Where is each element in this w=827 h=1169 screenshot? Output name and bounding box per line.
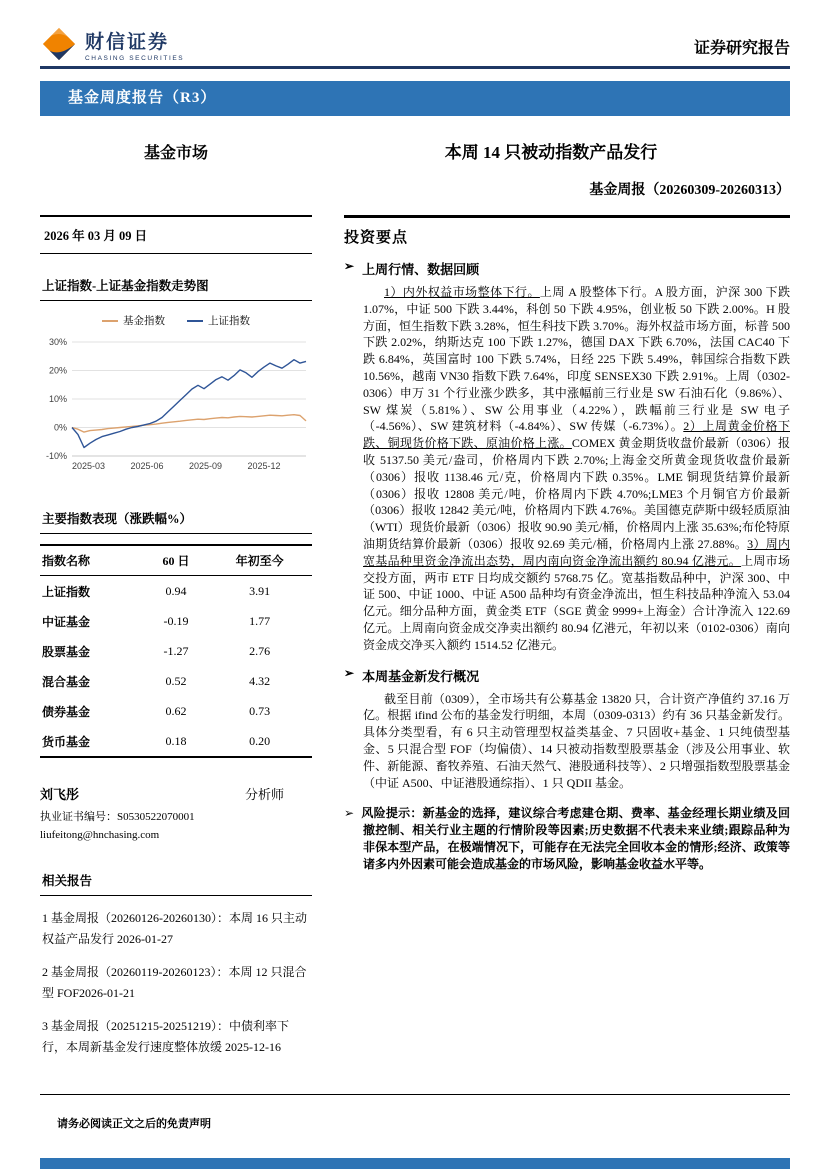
analyst-email-link[interactable]: liufeitong@hnchasing.com bbox=[40, 829, 160, 841]
col-header-ytd: 年初至今 bbox=[207, 545, 312, 576]
bullet-arrow-icon: ➢ bbox=[344, 259, 355, 273]
trend-chart bbox=[40, 332, 312, 487]
legend-label-shanghai-index: 上证指数 bbox=[208, 315, 250, 327]
table-section-title: 主要指数表现（涨跌幅%） bbox=[40, 505, 312, 534]
svg-text:10%: 10% bbox=[48, 394, 67, 404]
index-performance-table bbox=[40, 544, 312, 758]
investment-points-title: 投资要点 bbox=[344, 215, 790, 247]
svg-text:2025-12: 2025-12 bbox=[247, 461, 281, 471]
index-name: 上证指数 bbox=[42, 584, 91, 599]
index-name: 货币基金 bbox=[40, 726, 145, 757]
company-logo bbox=[40, 26, 184, 62]
index-ytd: 4.32 bbox=[249, 673, 271, 688]
table-row bbox=[40, 606, 312, 636]
index-name: 中证基金 bbox=[42, 614, 91, 629]
index-name: 混合基金 bbox=[42, 674, 91, 689]
table-row bbox=[40, 636, 312, 666]
section-heading-market-review bbox=[344, 259, 790, 278]
svg-text:30%: 30% bbox=[48, 337, 67, 347]
new-funds-paragraph: 截至目前（0309），全市场共有公募基金 13820 只，合计资产净值约 37.16 万亿。根据 ifind 公布的基金发行明细，本周（0309-0313）约有 36 只基金新发行。具体分类型看，有 6 只主动管理型权益类基金、7 只固收+基金、1 只纯债型基金、5 只混合型 FOF（均偏债）、14 只被动指数型股票基金（涉及公用事业、软件、新能源、畜牧养殖、石油天然气、港股通科技等）、2 只增强指数型股票基金（中证 A500、中证港股通综指）、1 只 QDII 基金。 bbox=[363, 691, 790, 790]
section-heading-text: 本周基金新发行概况 bbox=[362, 668, 480, 684]
col-header-60d: 60 日 bbox=[145, 545, 207, 576]
chart-legend bbox=[40, 313, 312, 328]
table-row bbox=[40, 576, 312, 607]
related-report-item: 1 基金周报（20260126-20260130）：本周 16 只主动权益产品发行 2026-01-27 bbox=[42, 911, 307, 946]
main-content bbox=[344, 215, 790, 1058]
table-row bbox=[40, 666, 312, 696]
sidebar bbox=[40, 215, 312, 1058]
market-review-body-1: 上周 A 股整体下行。A 股方面，沪深 300 下跌 1.07%，中证 500 下跌 3.44%，科创 50 下跌 4.95%，创业板 50 下跌 2.00%。H 股方面，恒生指数下跌 3.28%，恒生科技下跌 3.70%。海外权益市场方面，标普 500 下跌 2.02%，纳斯达克 100 下跌 1.27%，德国 DAX 下跌 6.70%，法国 CAC40 下跌 6.84%，英国富时 100 下跌 5.74%，日经 225 下跌 5.49%，韩国综合指数下跌 10.56%，越南 VN30 指数下跌 7.64%，印度 SENSEX30 下跌 2.91%。上周（0302-0306）申万 31 个行业涨少跌多，其中涨幅前三行业是 SW 石油石化（9.86%）、SW 煤炭（5.81%）、SW 公用事业（4.22%），跌幅前三行业是 SW 电子（-4.56%）、SW 建筑材料（-4.84%）、SW 传媒（-6.73%）。 bbox=[363, 285, 790, 434]
page-header bbox=[40, 0, 790, 62]
table-row bbox=[40, 726, 312, 757]
chart-section-title: 上证指数-上证基金指数走势图 bbox=[40, 272, 312, 301]
report-type-label: 证券研究报告 bbox=[693, 40, 790, 57]
index-60d: -1.27 bbox=[163, 643, 189, 658]
legend-swatch-fund-index bbox=[102, 320, 118, 322]
analyst-block bbox=[40, 784, 312, 841]
index-ytd: 0.73 bbox=[249, 703, 271, 718]
company-name bbox=[85, 27, 184, 62]
bullet-arrow-icon: ➢ bbox=[344, 665, 355, 680]
index-60d: 0.18 bbox=[145, 726, 207, 757]
report-title: 本周 14 只被动指数产品发行 bbox=[444, 143, 658, 162]
company-logo-icon bbox=[40, 26, 78, 62]
market-review-lead-2: 2）上周黄金价格下跌、铜现货价格下跌、原油价格上涨。 bbox=[363, 419, 790, 451]
footer-band bbox=[40, 1158, 790, 1169]
related-report-item: 2 基金周报（20260119-20260123）：本周 12 只混合型 FOF2026-01-21 bbox=[42, 965, 307, 1000]
market-review-paragraph bbox=[344, 284, 790, 654]
index-ytd: 0.20 bbox=[207, 726, 312, 757]
index-60d: 0.62 bbox=[165, 703, 187, 718]
analyst-title: 分析师 bbox=[244, 787, 284, 802]
company-name-cn: 财信证券 bbox=[85, 31, 170, 53]
market-review-lead-3: 3）周内宽基品种里资金净流出态势，周内南向资金净流出额约 80.94 亿港元。 bbox=[363, 536, 790, 568]
section-heading-new-funds bbox=[344, 666, 790, 685]
index-ytd: 2.76 bbox=[249, 643, 271, 658]
svg-text:20%: 20% bbox=[48, 365, 67, 376]
market-review-lead-1: 1）内外权益市场整体下行。 bbox=[384, 285, 540, 299]
index-ytd: 3.91 bbox=[249, 583, 271, 598]
legend-label-fund-index: 基金指数 bbox=[123, 315, 165, 327]
analyst-name: 刘飞彤 bbox=[40, 787, 80, 802]
risk-warning-heading: 风险提示： bbox=[361, 806, 423, 821]
report-date: 2026 年 03 月 09 日 bbox=[40, 215, 312, 254]
trend-chart-svg bbox=[40, 332, 312, 482]
legend-item-shanghai-index bbox=[187, 313, 250, 328]
report-category-banner: 基金周度报告（R3） bbox=[40, 81, 790, 116]
risk-warning-paragraph bbox=[344, 805, 790, 872]
footer-disclaimer: 请务必阅读正文之后的免责声明 bbox=[57, 1118, 211, 1130]
col-header-index-name: 指数名称 bbox=[40, 545, 145, 576]
index-60d: 0.94 bbox=[165, 583, 187, 598]
analyst-certificate: 执业证书编号：S0530522070001 bbox=[40, 811, 195, 823]
legend-swatch-shanghai-index bbox=[187, 320, 203, 322]
bullet-arrow-icon: ➢ bbox=[344, 806, 355, 821]
header-divider bbox=[40, 66, 790, 69]
index-name: 股票基金 bbox=[42, 644, 91, 659]
related-reports bbox=[40, 867, 312, 1058]
section-label: 基金市场 bbox=[143, 145, 208, 162]
legend-item-fund-index bbox=[102, 313, 165, 328]
table-header-row bbox=[40, 545, 312, 576]
market-review-body-3: 上周市场交投方面，两市 ETF 日均成交额约 5768.75 亿。宽基指数品种中，沪深 300、中证 500、中证 1000、中证 A500 品种均有资金净流出，恒生科技品种净流入 53.04 亿元。细分品种方面，黄金类 ETF（SGE 黄金 9999+上海金）合计净流入 122.69 亿元。上周南向资金成交净卖出额约 80.94 亿港元，年初以来（0102-0306）南向资金成交净买入额约 1514.52 亿港元。 bbox=[363, 553, 790, 652]
svg-text:2025-09: 2025-09 bbox=[189, 461, 223, 471]
title-row bbox=[40, 138, 790, 163]
svg-text:-10%: -10% bbox=[45, 451, 67, 461]
related-report-item: 3 基金周报（20251215-20251219）：中债利率下行，本周新基金发行速度整体放缓 2025-12-16 bbox=[42, 1019, 289, 1054]
index-ytd: 1.77 bbox=[249, 613, 271, 628]
section-heading-text: 上周行情、数据回顾 bbox=[362, 262, 480, 277]
market-review-body-2: COMEX 黄金期货收盘价最新（0306）报收 5137.50 美元/盎司，价格周内下跌 2.70%;上海金交所黄金现货收盘价最新（0306）报收 1138.46 元/克，价格周内下跌 0.35%。LME 铜现货结算价最新（0306）报收 12808 美元/吨，价格周内下跌 4.70%;LME3 个月铜官方价最新（0306）报收 12842 美元/吨，价格周内下跌 4.76%。美国德克萨斯中级轻质原油（WTI）现货价最新（0306）报收 90.90 美元/桶，价格周内上涨 35.63%;布伦特原油期货结算价最新（0306）报收 92.69 美元/桶，价格周内上涨 27.88%。 bbox=[363, 436, 790, 551]
index-name: 债券基金 bbox=[42, 704, 91, 719]
svg-text:2025-06: 2025-06 bbox=[130, 461, 164, 471]
index-60d: 0.52 bbox=[165, 673, 187, 688]
footer-divider bbox=[40, 1094, 790, 1095]
svg-text:2025-03: 2025-03 bbox=[72, 461, 106, 471]
company-name-en: CHASING SECURITIES bbox=[85, 54, 185, 62]
svg-text:0%: 0% bbox=[53, 422, 67, 433]
table-row bbox=[40, 696, 312, 726]
related-reports-title: 相关报告 bbox=[40, 867, 312, 896]
risk-warning-body: 新基金的选择，建议综合考虑建仓期、费率、基金经理长期业绩及回撤控制、相关行业主题的行情阶段等因素;历史数据不代表未来业绩;跟踪品种为非保本型产品，在极端情况下，可能存在无法完全回收本金的情形;经济、政策等诸多内外因素可能会造成基金的市场风险，影响基金收益水平等。 bbox=[363, 806, 790, 871]
report-code: 基金周报（20260309-20260313） bbox=[589, 183, 790, 198]
index-60d: -0.19 bbox=[163, 613, 189, 628]
